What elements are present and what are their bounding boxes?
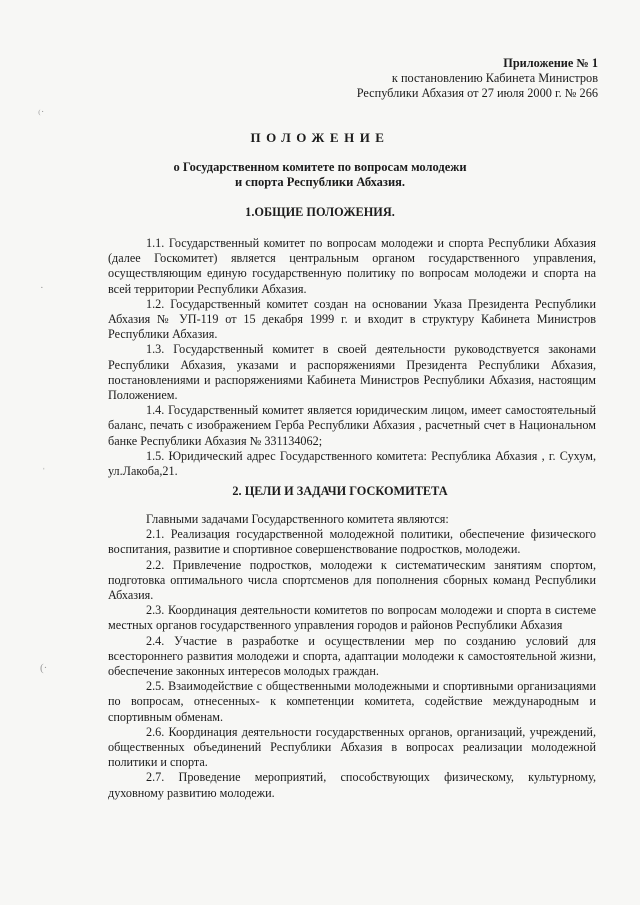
section-2-body bbox=[108, 512, 596, 801]
appendix-header bbox=[357, 56, 598, 101]
appendix-reference: к постановлению Кабинета Министров bbox=[391, 71, 598, 85]
paragraph-2-7: 2.7. Проведение мероприятий, способствующих физическому, культурному, духовному развитию молодежи. bbox=[108, 770, 596, 800]
subtitle-line-1: о Государственном комитете по вопросам молодежи bbox=[173, 160, 467, 174]
scan-mark: · bbox=[40, 282, 44, 294]
section-2-heading: 2. ЦЕЛИ И ЗАДАЧИ ГОСКОМИТЕТА bbox=[232, 484, 448, 498]
paragraph-2-5: 2.5. Взаимодействие с общественными молодежными и спортивными организациями по вопросам, отнесенных- к компетенции комитета, содействие международным и спортивным обменам. bbox=[108, 679, 596, 724]
appendix-number: Приложение № 1 bbox=[503, 56, 598, 70]
paragraph-1-3: 1.3. Государственный комитет в своей деятельности руководствуется законами Республики Абхазия, указами и распоряжениями Президента Республики Абхазия, постановлениями и распоряжениями Кабинета Министров Республики Абхазия, настоящим Положением. bbox=[108, 342, 596, 403]
paragraph-2-2: 2.2. Привлечение подростков, молодежи к систематическим занятиям спортом, подготовка оптимального числа спортсменов для пополнения сборных команд Республики Абхазия. bbox=[108, 557, 596, 603]
section-1-heading: 1.ОБЩИЕ ПОЛОЖЕНИЯ. bbox=[245, 205, 395, 219]
document-subtitle bbox=[0, 160, 640, 190]
paragraph-2-1: 2.1. Реализация государственной молодежной политики, обеспечение физического воспитания, развитие и спортивное совершенствование подростков, молодежи. bbox=[108, 527, 596, 557]
section-1-body bbox=[108, 236, 596, 479]
document-title: ПОЛОЖЕНИЕ bbox=[250, 130, 390, 145]
paragraph-1-4: 1.4. Государственный комитет является юридическим лицом, имеет самостоятельный баланс, печать с изображением Герба Республики Абхазия , расчетный счет в Национальном банке Республики Абхазия № 331134062; bbox=[108, 403, 596, 448]
appendix-date: Республики Абхазия от 27 июля 2000 г. № 266 bbox=[356, 86, 598, 100]
section-2-intro: Главными задачами Государственного комитета являются: bbox=[146, 512, 449, 526]
paragraph-2-6: 2.6. Координация деятельности государственных органов, организаций, учреждений, общественных объединений Республики Абхазия в вопросах реализации молодежной политики и спорта. bbox=[108, 724, 596, 770]
paragraph-2-3: 2.3. Координация деятельности комитетов по вопросам молодежи и спорта в системе местных органов государственного управления городов и районов Республики Абхазия bbox=[108, 603, 596, 633]
subtitle-line-2: и спорта Республики Абхазия. bbox=[234, 175, 406, 189]
paragraph-1-2: 1.2. Государственный комитет создан на основании Указа Президента Республики Абхазия № УП-119 от 15 декабря 1999 г. и входит в структуру Кабинета Министров Республики Абхазия. bbox=[108, 296, 596, 342]
paragraph-2-4: 2.4. Участие в разработке и осуществлении мер по созданию условий для всестороннего развития молодежи и спорта, адаптации молодежи к самостоятельной жизни, обеспечение законных интересов молодых граждан. bbox=[108, 633, 596, 679]
scan-mark: ˌ bbox=[42, 458, 46, 470]
paragraph-1-1: 1.1. Государственный комитет по вопросам молодежи и спорта Республики Абхазия (далее Госкомитет) является центральным органом государственного управления, осуществляющим единую государственную политику по вопросам молодежи и спорта на всей территории Республики Абхазия. bbox=[108, 236, 596, 296]
paragraph-1-5: 1.5. Юридический адрес Государственного комитета: Республика Абхазия , г. Сухум, ул.Лакоба,21. bbox=[108, 448, 596, 479]
scan-mark: (· bbox=[40, 662, 48, 674]
scan-mark: ⁽˙ bbox=[38, 109, 45, 121]
